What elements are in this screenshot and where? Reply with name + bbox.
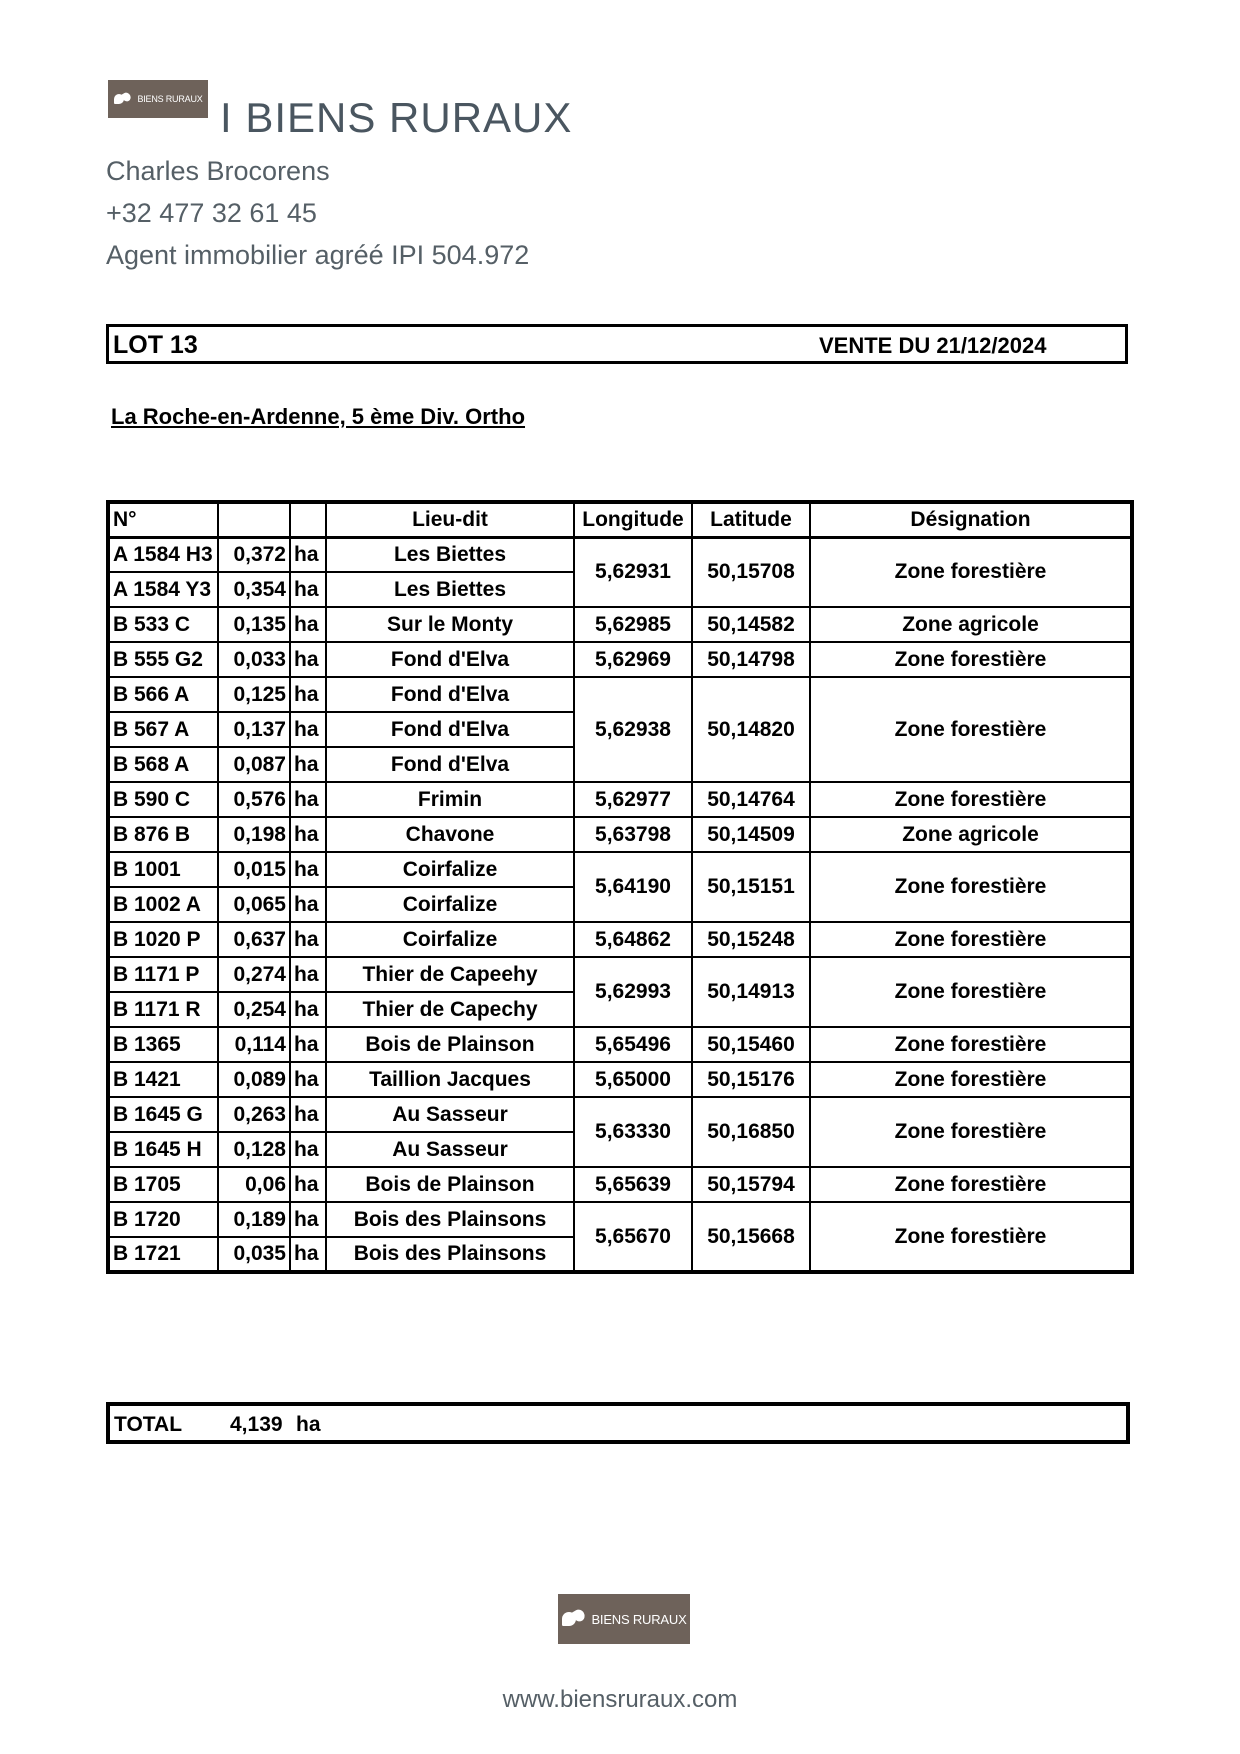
parcel-designation: Zone forestière xyxy=(810,642,1132,677)
parcel-number: B 1705 xyxy=(108,1167,218,1202)
parcel-designation: Zone forestière xyxy=(810,1027,1132,1062)
parcel-longitude: 5,62985 xyxy=(574,607,692,642)
parcel-number: B 1365 xyxy=(108,1027,218,1062)
parcel-area: 0,372 xyxy=(218,537,290,572)
parcel-area: 0,135 xyxy=(218,607,290,642)
table-row xyxy=(108,782,1132,817)
parcel-longitude: 5,62938 xyxy=(574,677,692,782)
parcel-place: Thier de Capechy xyxy=(326,992,574,1027)
parcel-number: B 533 C xyxy=(108,607,218,642)
parcel-longitude: 5,65496 xyxy=(574,1027,692,1062)
table-row xyxy=(108,957,1132,992)
parcel-place: Fond d'Elva xyxy=(326,677,574,712)
parcel-unit: ha xyxy=(290,677,326,712)
table-row xyxy=(108,922,1132,957)
parcel-latitude: 50,14509 xyxy=(692,817,810,852)
table-row xyxy=(108,1062,1132,1097)
parcel-number: A 1584 H3 xyxy=(108,537,218,572)
parcel-number: B 1002 A xyxy=(108,887,218,922)
table-row xyxy=(108,1202,1132,1237)
table-row xyxy=(108,537,1132,572)
parcel-unit: ha xyxy=(290,572,326,607)
total-bar xyxy=(106,1402,1130,1444)
parcel-designation: Zone forestière xyxy=(810,782,1132,817)
parcel-place: Coirfalize xyxy=(326,887,574,922)
parcel-area: 0,137 xyxy=(218,712,290,747)
table-row xyxy=(108,1027,1132,1062)
parcel-place: Taillion Jacques xyxy=(326,1062,574,1097)
parcel-longitude: 5,63798 xyxy=(574,817,692,852)
parcel-designation: Zone forestière xyxy=(810,957,1132,1027)
leaf-logo-icon xyxy=(113,92,133,106)
parcel-unit: ha xyxy=(290,747,326,782)
parcel-area: 0,035 xyxy=(218,1237,290,1272)
parcel-place: Coirfalize xyxy=(326,922,574,957)
parcel-latitude: 50,14798 xyxy=(692,642,810,677)
parcel-number: A 1584 Y3 xyxy=(108,572,218,607)
parcel-designation: Zone forestière xyxy=(810,1097,1132,1167)
parcel-area: 0,06 xyxy=(218,1167,290,1202)
parcel-designation: Zone forestière xyxy=(810,677,1132,782)
header-unit xyxy=(290,502,326,537)
total-label: TOTAL xyxy=(114,1413,183,1436)
parcel-unit: ha xyxy=(290,1027,326,1062)
table-row xyxy=(108,852,1132,887)
parcel-number: B 1421 xyxy=(108,1062,218,1097)
parcel-unit: ha xyxy=(290,1132,326,1167)
parcel-latitude: 50,15708 xyxy=(692,537,810,607)
lot-bar xyxy=(106,324,1128,364)
parcel-designation: Zone forestière xyxy=(810,1202,1132,1272)
parcel-table xyxy=(106,500,1134,1274)
parcel-area: 0,087 xyxy=(218,747,290,782)
parcel-place: Les Biettes xyxy=(326,537,574,572)
parcel-area: 0,089 xyxy=(218,1062,290,1097)
parcel-area: 0,198 xyxy=(218,817,290,852)
parcel-number: B 1001 xyxy=(108,852,218,887)
parcel-number: B 555 G2 xyxy=(108,642,218,677)
parcel-place: Thier de Capeehy xyxy=(326,957,574,992)
parcel-latitude: 50,15151 xyxy=(692,852,810,922)
parcel-designation: Zone forestière xyxy=(810,922,1132,957)
parcel-unit: ha xyxy=(290,922,326,957)
parcel-number: B 1020 P xyxy=(108,922,218,957)
parcel-number: B 1645 H xyxy=(108,1132,218,1167)
parcel-area: 0,254 xyxy=(218,992,290,1027)
parcel-area: 0,033 xyxy=(218,642,290,677)
parcel-unit: ha xyxy=(290,887,326,922)
parcel-longitude: 5,62977 xyxy=(574,782,692,817)
parcel-unit: ha xyxy=(290,957,326,992)
brand-title: I BIENS RURAUX xyxy=(220,94,573,141)
parcel-unit: ha xyxy=(290,992,326,1027)
parcel-unit: ha xyxy=(290,817,326,852)
parcel-place: Sur le Monty xyxy=(326,607,574,642)
parcel-latitude: 50,15668 xyxy=(692,1202,810,1272)
parcel-place: Coirfalize xyxy=(326,852,574,887)
table-row xyxy=(108,607,1132,642)
parcel-latitude: 50,14913 xyxy=(692,957,810,1027)
parcel-unit: ha xyxy=(290,1097,326,1132)
location-title: La Roche-en-Ardenne, 5 ème Div. Ortho xyxy=(111,404,526,429)
parcel-area: 0,128 xyxy=(218,1132,290,1167)
parcel-latitude: 50,14820 xyxy=(692,677,810,782)
sale-date: VENTE DU 21/12/2024 xyxy=(819,333,1047,358)
parcel-place: Fond d'Elva xyxy=(326,712,574,747)
total-unit: ha xyxy=(296,1413,321,1436)
parcel-unit: ha xyxy=(290,712,326,747)
parcel-unit: ha xyxy=(290,642,326,677)
parcel-latitude: 50,14582 xyxy=(692,607,810,642)
parcel-area: 0,263 xyxy=(218,1097,290,1132)
parcel-longitude: 5,62993 xyxy=(574,957,692,1027)
parcel-unit: ha xyxy=(290,1202,326,1237)
parcel-area: 0,354 xyxy=(218,572,290,607)
header-num: N° xyxy=(108,502,218,537)
parcel-longitude: 5,63330 xyxy=(574,1097,692,1167)
parcel-place: Au Sasseur xyxy=(326,1097,574,1132)
table-row xyxy=(108,1097,1132,1132)
parcel-unit: ha xyxy=(290,852,326,887)
parcel-longitude: 5,65000 xyxy=(574,1062,692,1097)
parcel-unit: ha xyxy=(290,1237,326,1272)
parcel-latitude: 50,15176 xyxy=(692,1062,810,1097)
parcel-place: Bois de Plainson xyxy=(326,1167,574,1202)
parcel-number: B 568 A xyxy=(108,747,218,782)
lot-label: LOT 13 xyxy=(113,331,198,359)
header-designation: Désignation xyxy=(810,502,1132,537)
parcel-latitude: 50,14764 xyxy=(692,782,810,817)
parcel-longitude: 5,65670 xyxy=(574,1202,692,1272)
parcel-number: B 1720 xyxy=(108,1202,218,1237)
parcel-latitude: 50,16850 xyxy=(692,1097,810,1167)
parcel-unit: ha xyxy=(290,607,326,642)
agent-license: Agent immobilier agréé IPI 504.972 xyxy=(106,240,530,270)
parcel-area: 0,576 xyxy=(218,782,290,817)
parcel-designation: Zone agricole xyxy=(810,817,1132,852)
table-row xyxy=(108,642,1132,677)
parcel-designation: Zone agricole xyxy=(810,607,1132,642)
parcel-unit: ha xyxy=(290,1167,326,1202)
parcel-longitude: 5,64190 xyxy=(574,852,692,922)
parcel-unit: ha xyxy=(290,537,326,572)
parcel-area: 0,065 xyxy=(218,887,290,922)
parcel-place: Frimin xyxy=(326,782,574,817)
parcel-place: Fond d'Elva xyxy=(326,747,574,782)
parcel-area: 0,189 xyxy=(218,1202,290,1237)
parcel-place: Bois de Plainson xyxy=(326,1027,574,1062)
leaf-logo-icon xyxy=(561,1609,587,1629)
parcel-latitude: 50,15794 xyxy=(692,1167,810,1202)
parcel-place: Fond d'Elva xyxy=(326,642,574,677)
parcel-latitude: 50,15248 xyxy=(692,922,810,957)
table-row xyxy=(108,677,1132,712)
parcel-designation: Zone forestière xyxy=(810,852,1132,922)
logo-top-text: BIENS RURAUX xyxy=(137,94,203,104)
table-row xyxy=(108,1167,1132,1202)
parcel-place: Chavone xyxy=(326,817,574,852)
parcel-number: B 566 A xyxy=(108,677,218,712)
header-latitude: Latitude xyxy=(692,502,810,537)
header-place: Lieu-dit xyxy=(326,502,574,537)
website-link[interactable]: www.biensruraux.com xyxy=(502,1686,738,1713)
table-row xyxy=(108,817,1132,852)
parcel-place: Bois des Plainsons xyxy=(326,1237,574,1272)
parcel-latitude: 50,15460 xyxy=(692,1027,810,1062)
logo-top xyxy=(108,80,208,118)
parcel-number: B 876 B xyxy=(108,817,218,852)
table-header-row xyxy=(108,502,1132,537)
parcel-longitude: 5,64862 xyxy=(574,922,692,957)
parcel-number: B 1171 P xyxy=(108,957,218,992)
parcel-area: 0,015 xyxy=(218,852,290,887)
total-value: 4,139 xyxy=(230,1413,283,1436)
parcel-number: B 590 C xyxy=(108,782,218,817)
parcel-longitude: 5,62969 xyxy=(574,642,692,677)
logo-bottom xyxy=(558,1594,690,1644)
header-longitude: Longitude xyxy=(574,502,692,537)
parcel-place: Bois des Plainsons xyxy=(326,1202,574,1237)
parcel-unit: ha xyxy=(290,1062,326,1097)
logo-bottom-text: BIENS RURAUX xyxy=(591,1611,687,1627)
parcel-number: B 1171 R xyxy=(108,992,218,1027)
header-area xyxy=(218,502,290,537)
parcel-longitude: 5,65639 xyxy=(574,1167,692,1202)
parcel-unit: ha xyxy=(290,782,326,817)
agent-phone: +32 477 32 61 45 xyxy=(106,198,317,228)
parcel-area: 0,125 xyxy=(218,677,290,712)
parcel-number: B 1721 xyxy=(108,1237,218,1272)
parcel-designation: Zone forestière xyxy=(810,1167,1132,1202)
parcel-designation: Zone forestière xyxy=(810,537,1132,607)
parcel-number: B 1645 G xyxy=(108,1097,218,1132)
parcel-place: Les Biettes xyxy=(326,572,574,607)
parcel-longitude: 5,62931 xyxy=(574,537,692,607)
parcel-place: Au Sasseur xyxy=(326,1132,574,1167)
agent-name: Charles Brocorens xyxy=(106,156,330,186)
parcel-designation: Zone forestière xyxy=(810,1062,1132,1097)
parcel-number: B 567 A xyxy=(108,712,218,747)
parcel-area: 0,274 xyxy=(218,957,290,992)
parcel-area: 0,114 xyxy=(218,1027,290,1062)
parcel-area: 0,637 xyxy=(218,922,290,957)
